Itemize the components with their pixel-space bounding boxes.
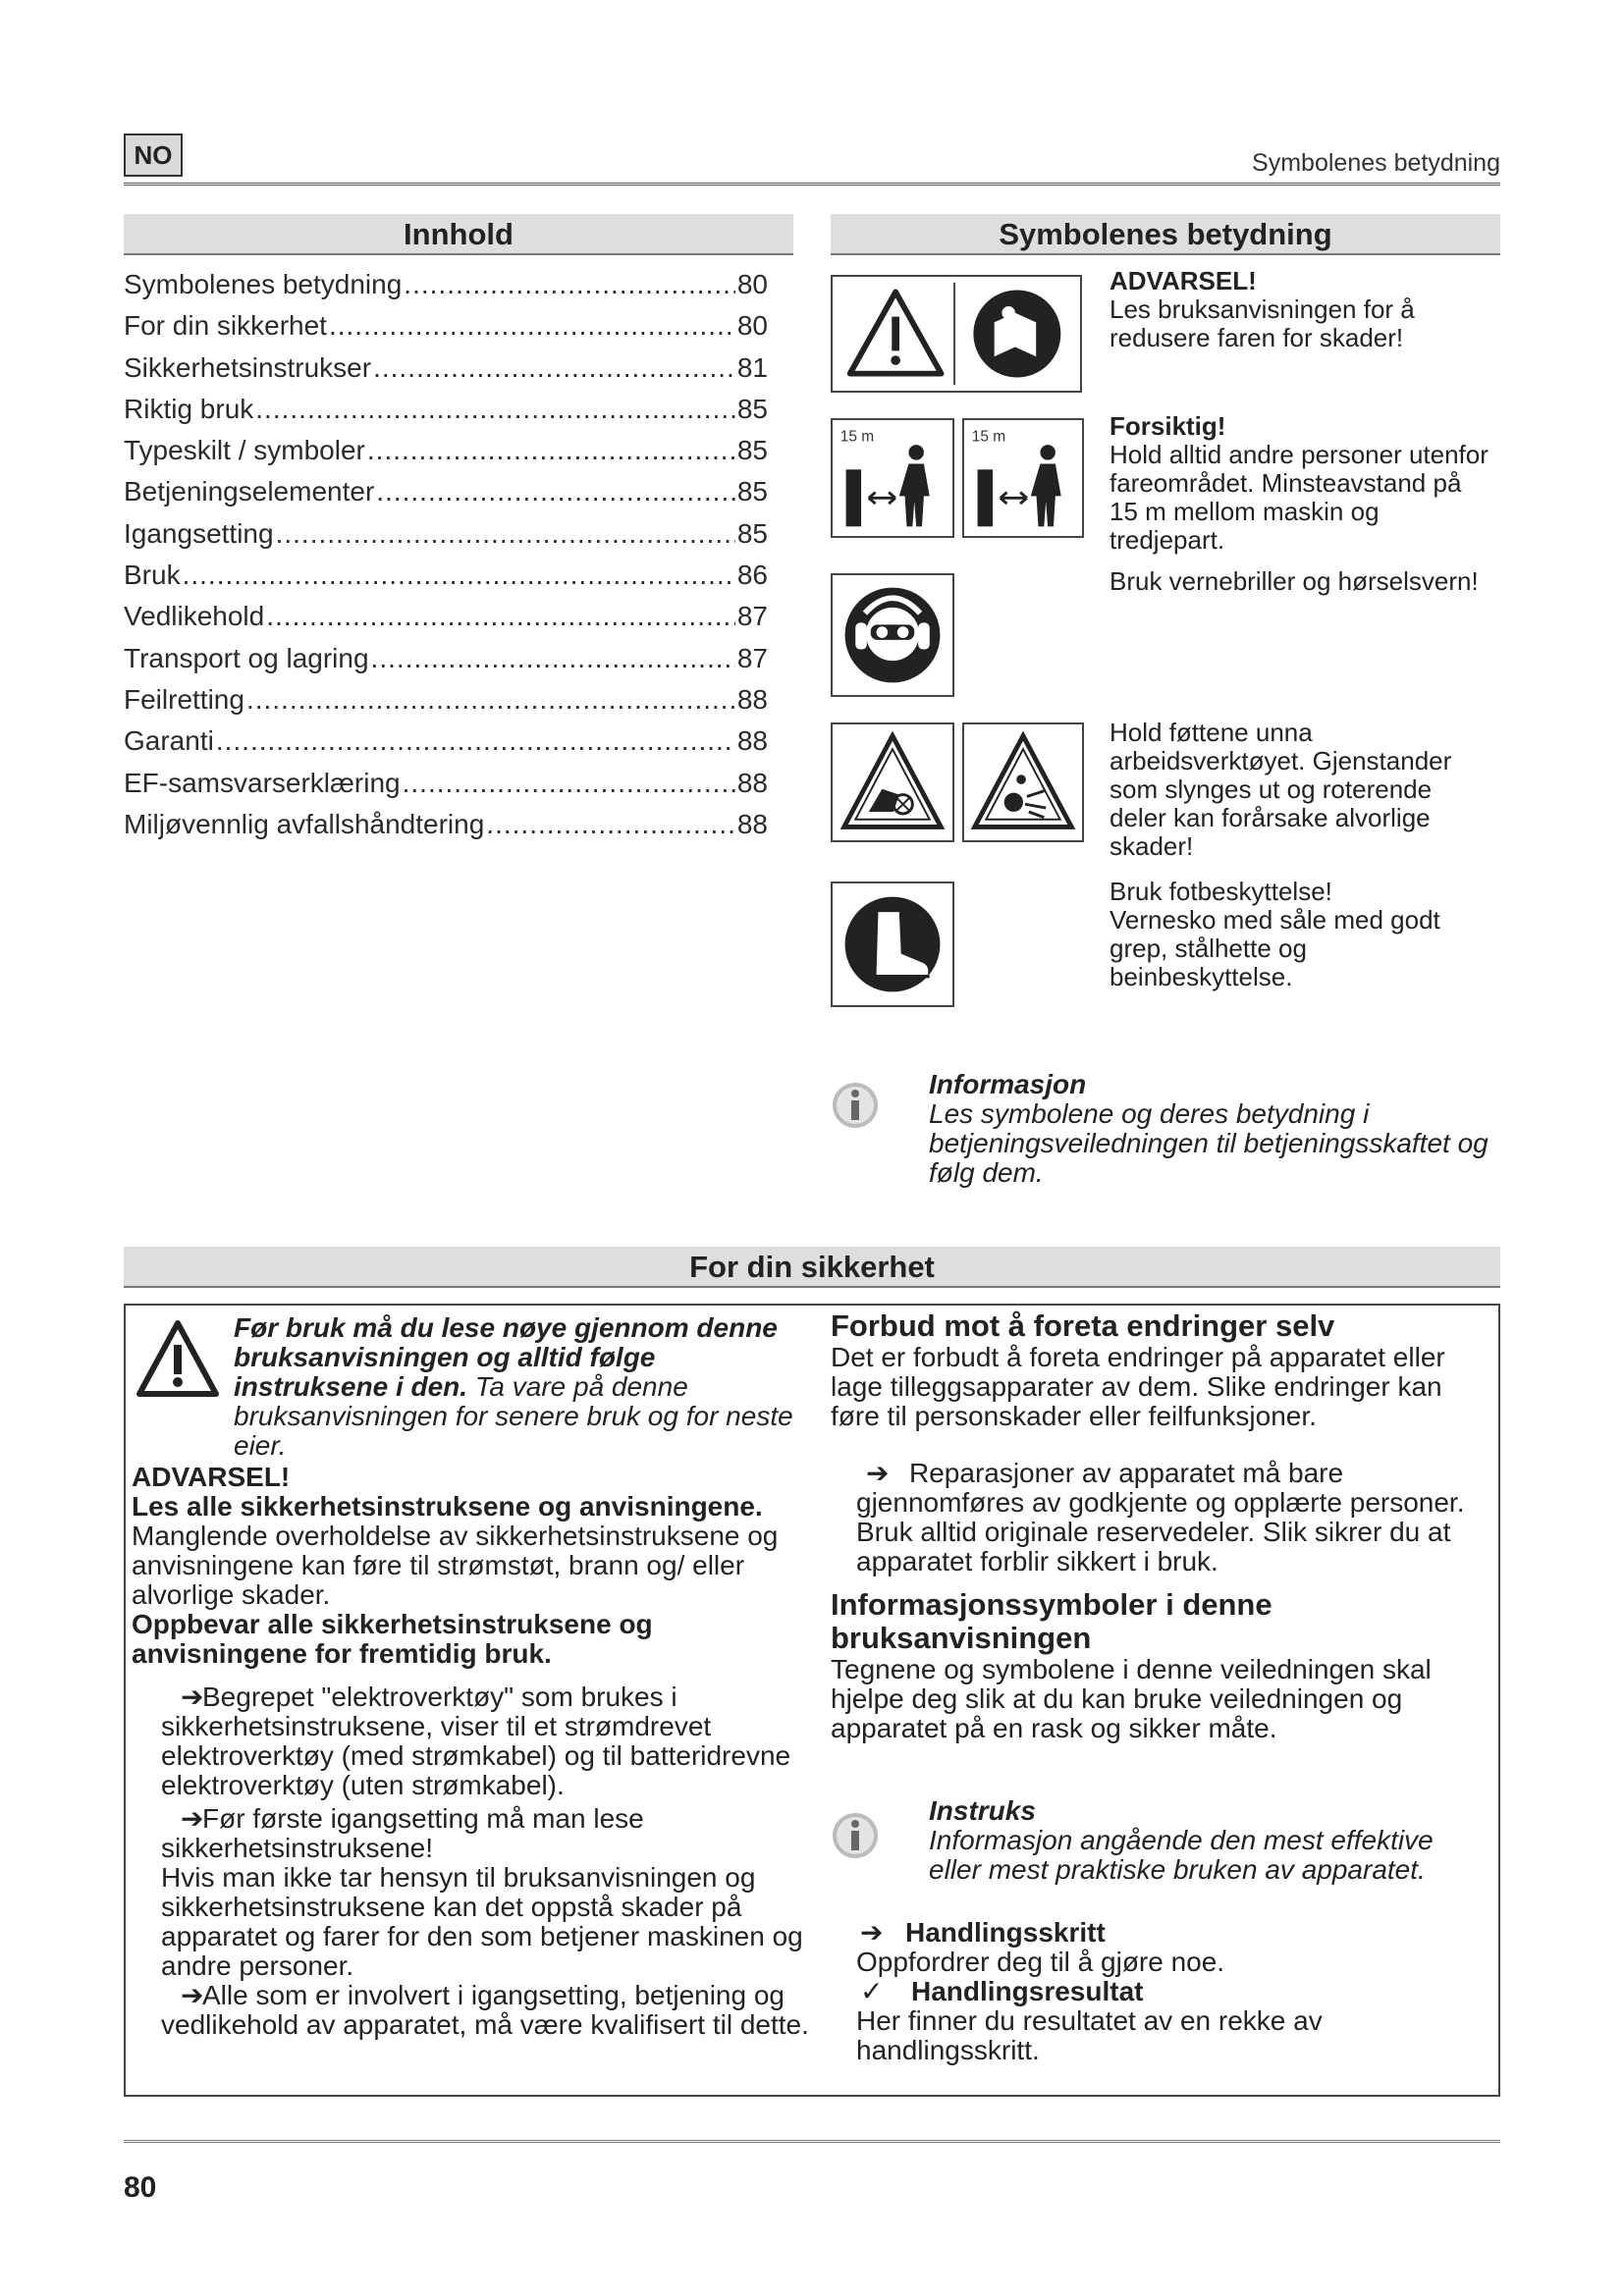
foot-hazard-symbol bbox=[831, 722, 954, 842]
symbols-title: Symbolenes betydning bbox=[831, 214, 1500, 255]
info-note: Informasjon Les symbolene og deres betydning i betjeningsveiledningen til betjeningsskaftet og følg dem. bbox=[929, 1069, 1489, 1188]
bullet-item: ➔Før første igangsetting må man lese sikkerhetsinstruksene! bbox=[161, 1803, 644, 1863]
warning-manual-symbol bbox=[831, 275, 1082, 393]
bullet-item: ➔ Reparasjoner av apparatet må bare gjennomføres av godkjente og opplærte personer. Bruk alltid originale reservedeler. Slik sikrer du at apparatet forblir sikkert i bruk. bbox=[856, 1458, 1465, 1576]
caution-description: Forsiktig! Hold alltid andre personer utenfor fareområdet. Minsteavstand på 15 m mellom maskin og tredjepart. bbox=[1110, 411, 1489, 555]
distance-symbol-right bbox=[962, 418, 1084, 538]
bottom-rule bbox=[124, 2140, 1500, 2143]
toc-entry[interactable]: Transport og lagring ..... 87 bbox=[124, 643, 768, 684]
toc-entry[interactable]: Feilretting ..... 88 bbox=[124, 684, 768, 725]
warning-triangle-icon bbox=[134, 1317, 222, 1406]
legend-items: ➔ Handlingsskritt Oppfordrer deg til å gjøre noe. ✓ Handlingsresultat Her finner du resultatet av en rekke av handlingsskritt. bbox=[856, 1917, 1323, 2065]
svg-text:15 m: 15 m bbox=[971, 428, 1006, 446]
warning-description: ADVARSEL! Les bruksanvisningen for å redusere faren for skader! bbox=[1110, 266, 1415, 352]
instruks-note: Instruks Informasjon angående den mest effektive eller mest praktiske bruken av apparatet. bbox=[929, 1795, 1434, 1885]
distance-symbol-left bbox=[831, 418, 954, 538]
toc-entry[interactable]: Igangsetting ..... 85 bbox=[124, 518, 768, 560]
toc-entry[interactable]: Typeskilt / symboler ..... 85 bbox=[124, 435, 768, 476]
safety-title: For din sikkerhet bbox=[124, 1247, 1500, 1288]
feet-description: Hold føttene unna arbeidsverktøyet. Gjenstander som slynges ut og roterende deler kan forårsake alvorlige skader! bbox=[1110, 718, 1452, 861]
table-of-contents bbox=[124, 269, 768, 850]
flying-objects-symbol bbox=[962, 722, 1084, 842]
toc-entry[interactable]: Sikkerhetsinstrukser ..... 81 bbox=[124, 352, 768, 394]
toc-entry[interactable]: Bruk ..... 86 bbox=[124, 560, 768, 601]
page-number: 80 bbox=[124, 2171, 157, 2204]
toc-entry[interactable]: EF-samsvarserklæring ..... 88 bbox=[124, 768, 768, 809]
running-head: Symbolenes betydning bbox=[1252, 149, 1500, 177]
read-manual-icon bbox=[973, 291, 1060, 378]
instruks-info-icon bbox=[831, 1800, 880, 1869]
safety-boot-icon bbox=[845, 897, 941, 992]
eye-ear-protection-symbol bbox=[831, 573, 954, 697]
bullet-item: ➔Begrepet "elektroverktøy" som brukes i sikkerhetsinstruksene, viser til et strømdrevet elektroverktøy (med strømkabel) og til batteridrevne elektroverktøy (uten strømkabel). bbox=[161, 1682, 791, 1800]
warning-triangle-icon bbox=[850, 292, 942, 373]
toc-entry[interactable]: Garanti ..... 88 bbox=[124, 725, 768, 767]
safety-right-column: Forbud mot å foreta endringer selv Det er forbudt å foreta endringer på apparatet eller lage tilleggsapparater av dem. Slike endringer kan føre til personskader eller feilfunksjoner. ➔ Reparasjoner av apparatet må bare gjennomføres av godkjente og opplærte personer. Bruk alltid originale reservedeler. Slik sikrer du at apparatet forblir sikkert i bruk. Informasjonssymboler i denne bruksanvisningen Tegnene og symbolene i denne veiledningen skal hjelpe deg slik at du kan bruke veiledningen og apparatet på en rask og sikker måte. bbox=[831, 1309, 1489, 1743]
info-icon bbox=[831, 1070, 880, 1139]
protection-description: Bruk vernebriller og hørselsvern! bbox=[1110, 566, 1479, 596]
top-rule bbox=[124, 183, 1500, 186]
bullet-item: ➔Alle som er involvert i igangsetting, betjening og vedlikehold av apparatet, må være kvalifisert til dette. bbox=[161, 1980, 809, 2040]
boots-description: Bruk fotbeskyttelse! Vernesko med såle med godt grep, stålhette og beinbeskyttelse. bbox=[1110, 877, 1440, 991]
safety-left-column: ADVARSEL! Les alle sikkerhetsinstruksene og anvisningene. Manglende overholdelse av sikkerhetsinstruksene og anvisningene kan føre til strømstøt, brann og/ eller alvorlige skader. Oppbevar alle sikkerhetsinstruksene og anvisningene for fremtidig bruk. ➔Begrepet "elektroverktøy" som brukes i sikkerhetsinstruksene, viser til et strømdrevet elektroverktøy (med strømkabel) og til batteridrevne elektroverktøy (uten strømkabel). ➔Før første igangsetting må man lese sikkerhetsinstruksene! Hvis man ikke tar hensyn til bruksanvisningen og sikkerhetsinstruksene kan det oppstå skader på apparatet og farer for den som betjener maskinen og andre personer. ➔Alle som er involvert i igangsetting, betjening og vedlikehold av apparatet, må være kvalifisert til dette. bbox=[132, 1462, 809, 2040]
svg-text:15 m: 15 m bbox=[839, 428, 875, 446]
foot-hazard-icon bbox=[844, 736, 942, 828]
toc-entry[interactable]: Miljøvennlig avfallshåndtering ..... 88 bbox=[124, 809, 768, 850]
toc-entry[interactable]: Betjeningselementer ..... 85 bbox=[124, 476, 768, 517]
toc-title: Innhold bbox=[124, 214, 793, 255]
toc-entry[interactable]: Riktig bruk ..... 85 bbox=[124, 394, 768, 435]
goggles-ear-protection-icon bbox=[845, 588, 941, 683]
language-badge: NO bbox=[124, 133, 183, 177]
toc-entry[interactable]: Vedlikehold ..... 87 bbox=[124, 601, 768, 642]
foot-protection-symbol bbox=[831, 881, 954, 1007]
flying-objects-icon bbox=[975, 736, 1072, 828]
toc-entry[interactable]: Symbolenes betydning ..... 80 bbox=[124, 269, 768, 310]
toc-entry[interactable]: For din sikkerhet ..... 80 bbox=[124, 310, 768, 351]
safety-intro: Før bruk må du lese nøye gjennom denne bruksanvisningen og alltid følge instruksene i den. Ta vare på denne bruksanvisningen for senere bruk og for neste eier. bbox=[234, 1312, 793, 1461]
